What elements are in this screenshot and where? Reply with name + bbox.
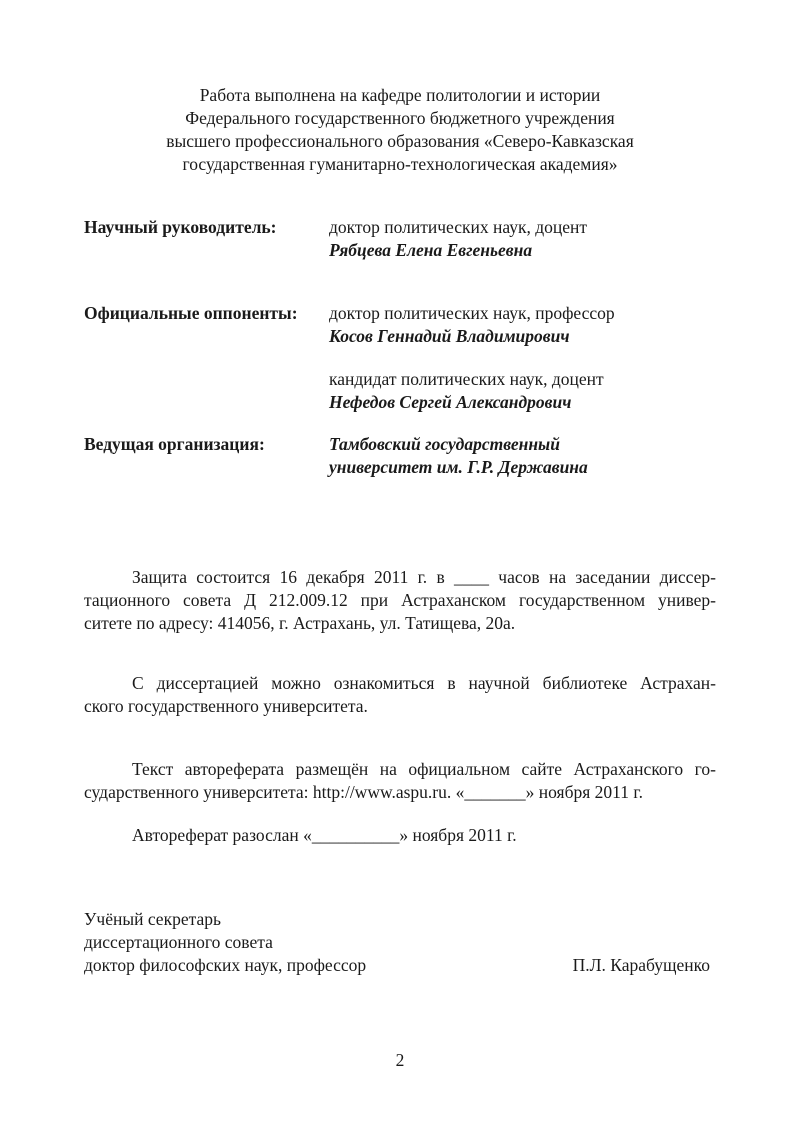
website-paragraph [84, 758, 716, 804]
paragraph-line: Защита состоится 16 декабря 2011 г. в ____ часов на заседании диссер- [132, 567, 716, 587]
distributed-paragraph [84, 824, 716, 847]
header-line: Федерального государственного бюджетного учреждения [185, 108, 615, 128]
opponent-first [329, 302, 615, 348]
paragraph-line: сударственного университета: http://www.aspu.ru. «_______» ноября 2011 г. [84, 782, 643, 802]
signature-row [84, 954, 716, 977]
opponent-second-name: Нефедов Сергей Александрович [329, 392, 572, 412]
paragraph-line: С диссертацией можно ознакомиться в научной библиотеке Астрахан- [132, 673, 716, 693]
paragraph-line: тационного совета Д 212.009.12 при Астраханском государственном универ- [84, 590, 716, 610]
signer-name: П.Л. Карабущенко [572, 955, 710, 975]
paragraph-line: ского государственного университета. [84, 696, 368, 716]
supervisor-label: Научный руководитель: [84, 217, 277, 237]
signature-title-line: диссертационного совета [84, 932, 273, 952]
paragraph-line: Текст автореферата размещён на официальном сайте Астраханского го- [132, 759, 716, 779]
header-line: Работа выполнена на кафедре политологии и истории [199, 85, 601, 105]
leading-org-label: Ведущая организация: [84, 434, 265, 454]
paragraph-line: Автореферат разослан «__________» ноября 2011 г. [132, 825, 517, 845]
signature-title-line: доктор философских наук, профессор [84, 955, 367, 975]
leading-org-line: Тамбовский государственный [329, 434, 560, 454]
defense-paragraph [84, 566, 716, 635]
header-line: государственная гуманитарно-технологическая академия» [182, 154, 618, 174]
leading-org-line: университет им. Г.Р. Державина [329, 457, 588, 477]
opponent-first-degree: доктор политических наук, профессор [329, 303, 615, 323]
opponent-first-name: Косов Геннадий Владимирович [329, 326, 570, 346]
institution-header [100, 84, 700, 176]
opponent-second [329, 368, 604, 414]
supervisor-name: Рябцева Елена Евгеньевна [329, 240, 533, 260]
leading-org-info [329, 433, 588, 479]
paragraph-line: ситете по адресу: 414056, г. Астрахань, ул. Татищева, 20а. [84, 613, 516, 633]
signature-title-line: Учёный секретарь [84, 909, 221, 929]
signature-block [84, 908, 716, 977]
supervisor-info [329, 216, 587, 262]
header-line: высшего профессионального образования «Северо-Кавказская [166, 131, 634, 151]
opponent-second-degree: кандидат политических наук, доцент [329, 369, 604, 389]
opponents-label: Официальные оппоненты: [84, 303, 298, 323]
library-paragraph [84, 672, 716, 718]
supervisor-degree: доктор политических наук, доцент [329, 217, 588, 237]
page-number: 2 [395, 1050, 405, 1070]
